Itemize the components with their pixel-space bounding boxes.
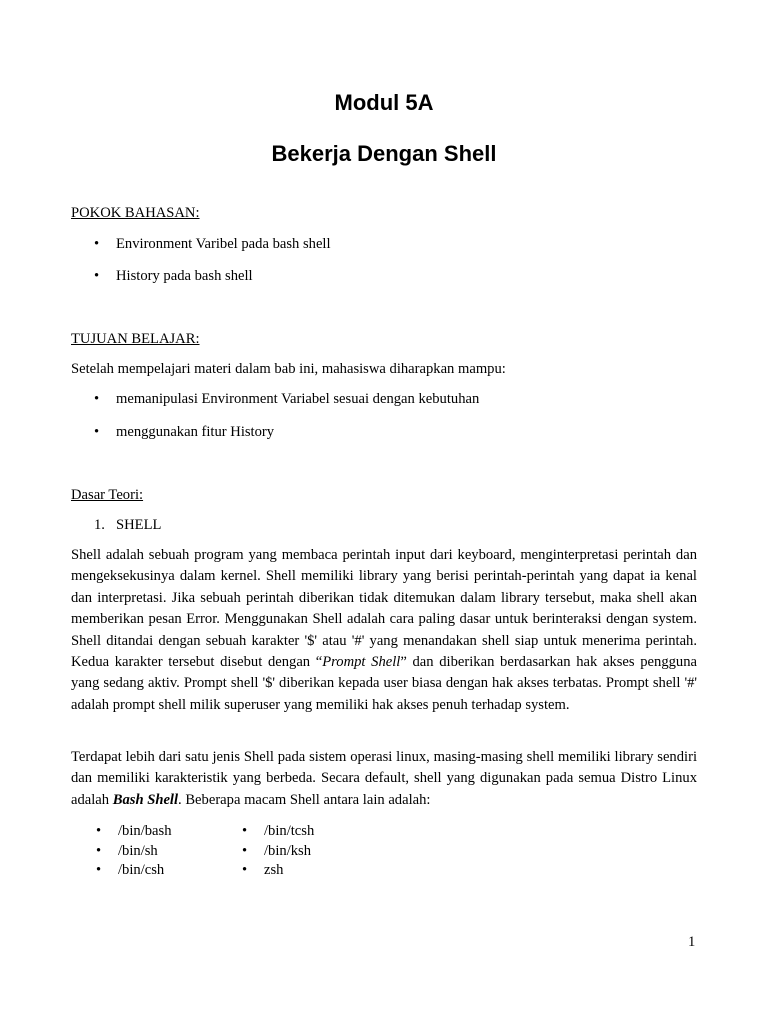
module-title: Modul 5A [334,90,434,115]
shell-description-paragraph [71,545,697,716]
tujuan-belajar-item-text: menggunakan fitur History [116,424,275,440]
shell-path: /bin/csh [118,862,165,878]
bullet-icon: • [96,823,102,839]
bullet-icon: • [242,842,248,859]
paragraph-text: Shell adalah sebuah program yang membaca perintah input dari keyboard, menginterpretasi perintah dan mengeksekusinya dalam kernel. Shell memiliki library yang berisi perintah-perintah yang dapat ia kenal dan interpretasi. Jika sebuah perintah diberikan tidak ditemukan dalam library tersebut, maka shell akan memberikan pesan Error. Menggunakan Shell adalah cara paling dasar untuk berinteraksi dengan system. Shell ditandai dengan sebuah karakter '$' atau '#' yang menandakan shell siap untuk menerima perintah. Kedua karakter tersebut disebut dengan “ [71,547,697,671]
shell-path: zsh [264,862,284,878]
shell-path: /bin/tcsh [264,823,315,839]
page-number: 1 [688,934,696,950]
module-subtitle: Bekerja Dengan Shell [271,141,497,166]
bullet-icon: • [96,842,102,859]
bash-shell-term: Bash Shell [112,791,179,808]
shell-path: /bin/bash [118,823,172,839]
pokok-bahasan-item-text: History pada bash shell [116,268,253,284]
bullet-icon: • [242,862,248,878]
bullet-icon: • [94,391,100,407]
bullet-icon: • [94,236,100,252]
pokok-bahasan-heading: POKOK BAHASAN: [71,205,200,221]
bullet-icon: • [242,823,248,839]
paragraph-text: . Beberapa macam Shell antara lain adalah: [178,791,431,808]
paragraph-text: Terdapat lebih dari satu jenis Shell pada sistem operasi linux, masing-masing shell memiliki library sendiri dan memiliki karakteristik yang berbeda. Secara default, shell yang digunakan pada semua Distro Linux adalah [71,749,697,808]
tujuan-belajar-item-text: memanipulasi Environment Variabel sesuai dengan kebutuhan [116,391,480,407]
shell-types-paragraph [71,747,697,811]
dasar-teori-heading: Dasar Teori: [71,487,144,503]
bullet-icon: • [94,424,100,440]
shell-path: /bin/sh [118,842,158,859]
pokok-bahasan-item-text: Environment Varibel pada bash shell [116,236,331,252]
shell-path: /bin/ksh [264,842,312,859]
paragraph-text: ” dan diberikan berdasarkan hak akses pengguna yang sedang aktiv. Prompt shell '$' diberikan kepada user biasa dengan hak akses terbatas. Prompt shell '#' adalah prompt shell milik superuser yang memiliki hak akses penuh terhadap system. [71,654,697,713]
prompt-shell-term: Prompt Shell [322,654,401,671]
section-title: SHELL [116,517,162,533]
bullet-icon: • [94,268,100,284]
section-number: 1. [94,517,105,533]
tujuan-belajar-heading: TUJUAN BELAJAR: [71,331,200,347]
tujuan-belajar-intro: Setelah mempelajari materi dalam bab ini, mahasiswa diharapkan mampu: [71,361,506,377]
bullet-icon: • [96,862,102,878]
